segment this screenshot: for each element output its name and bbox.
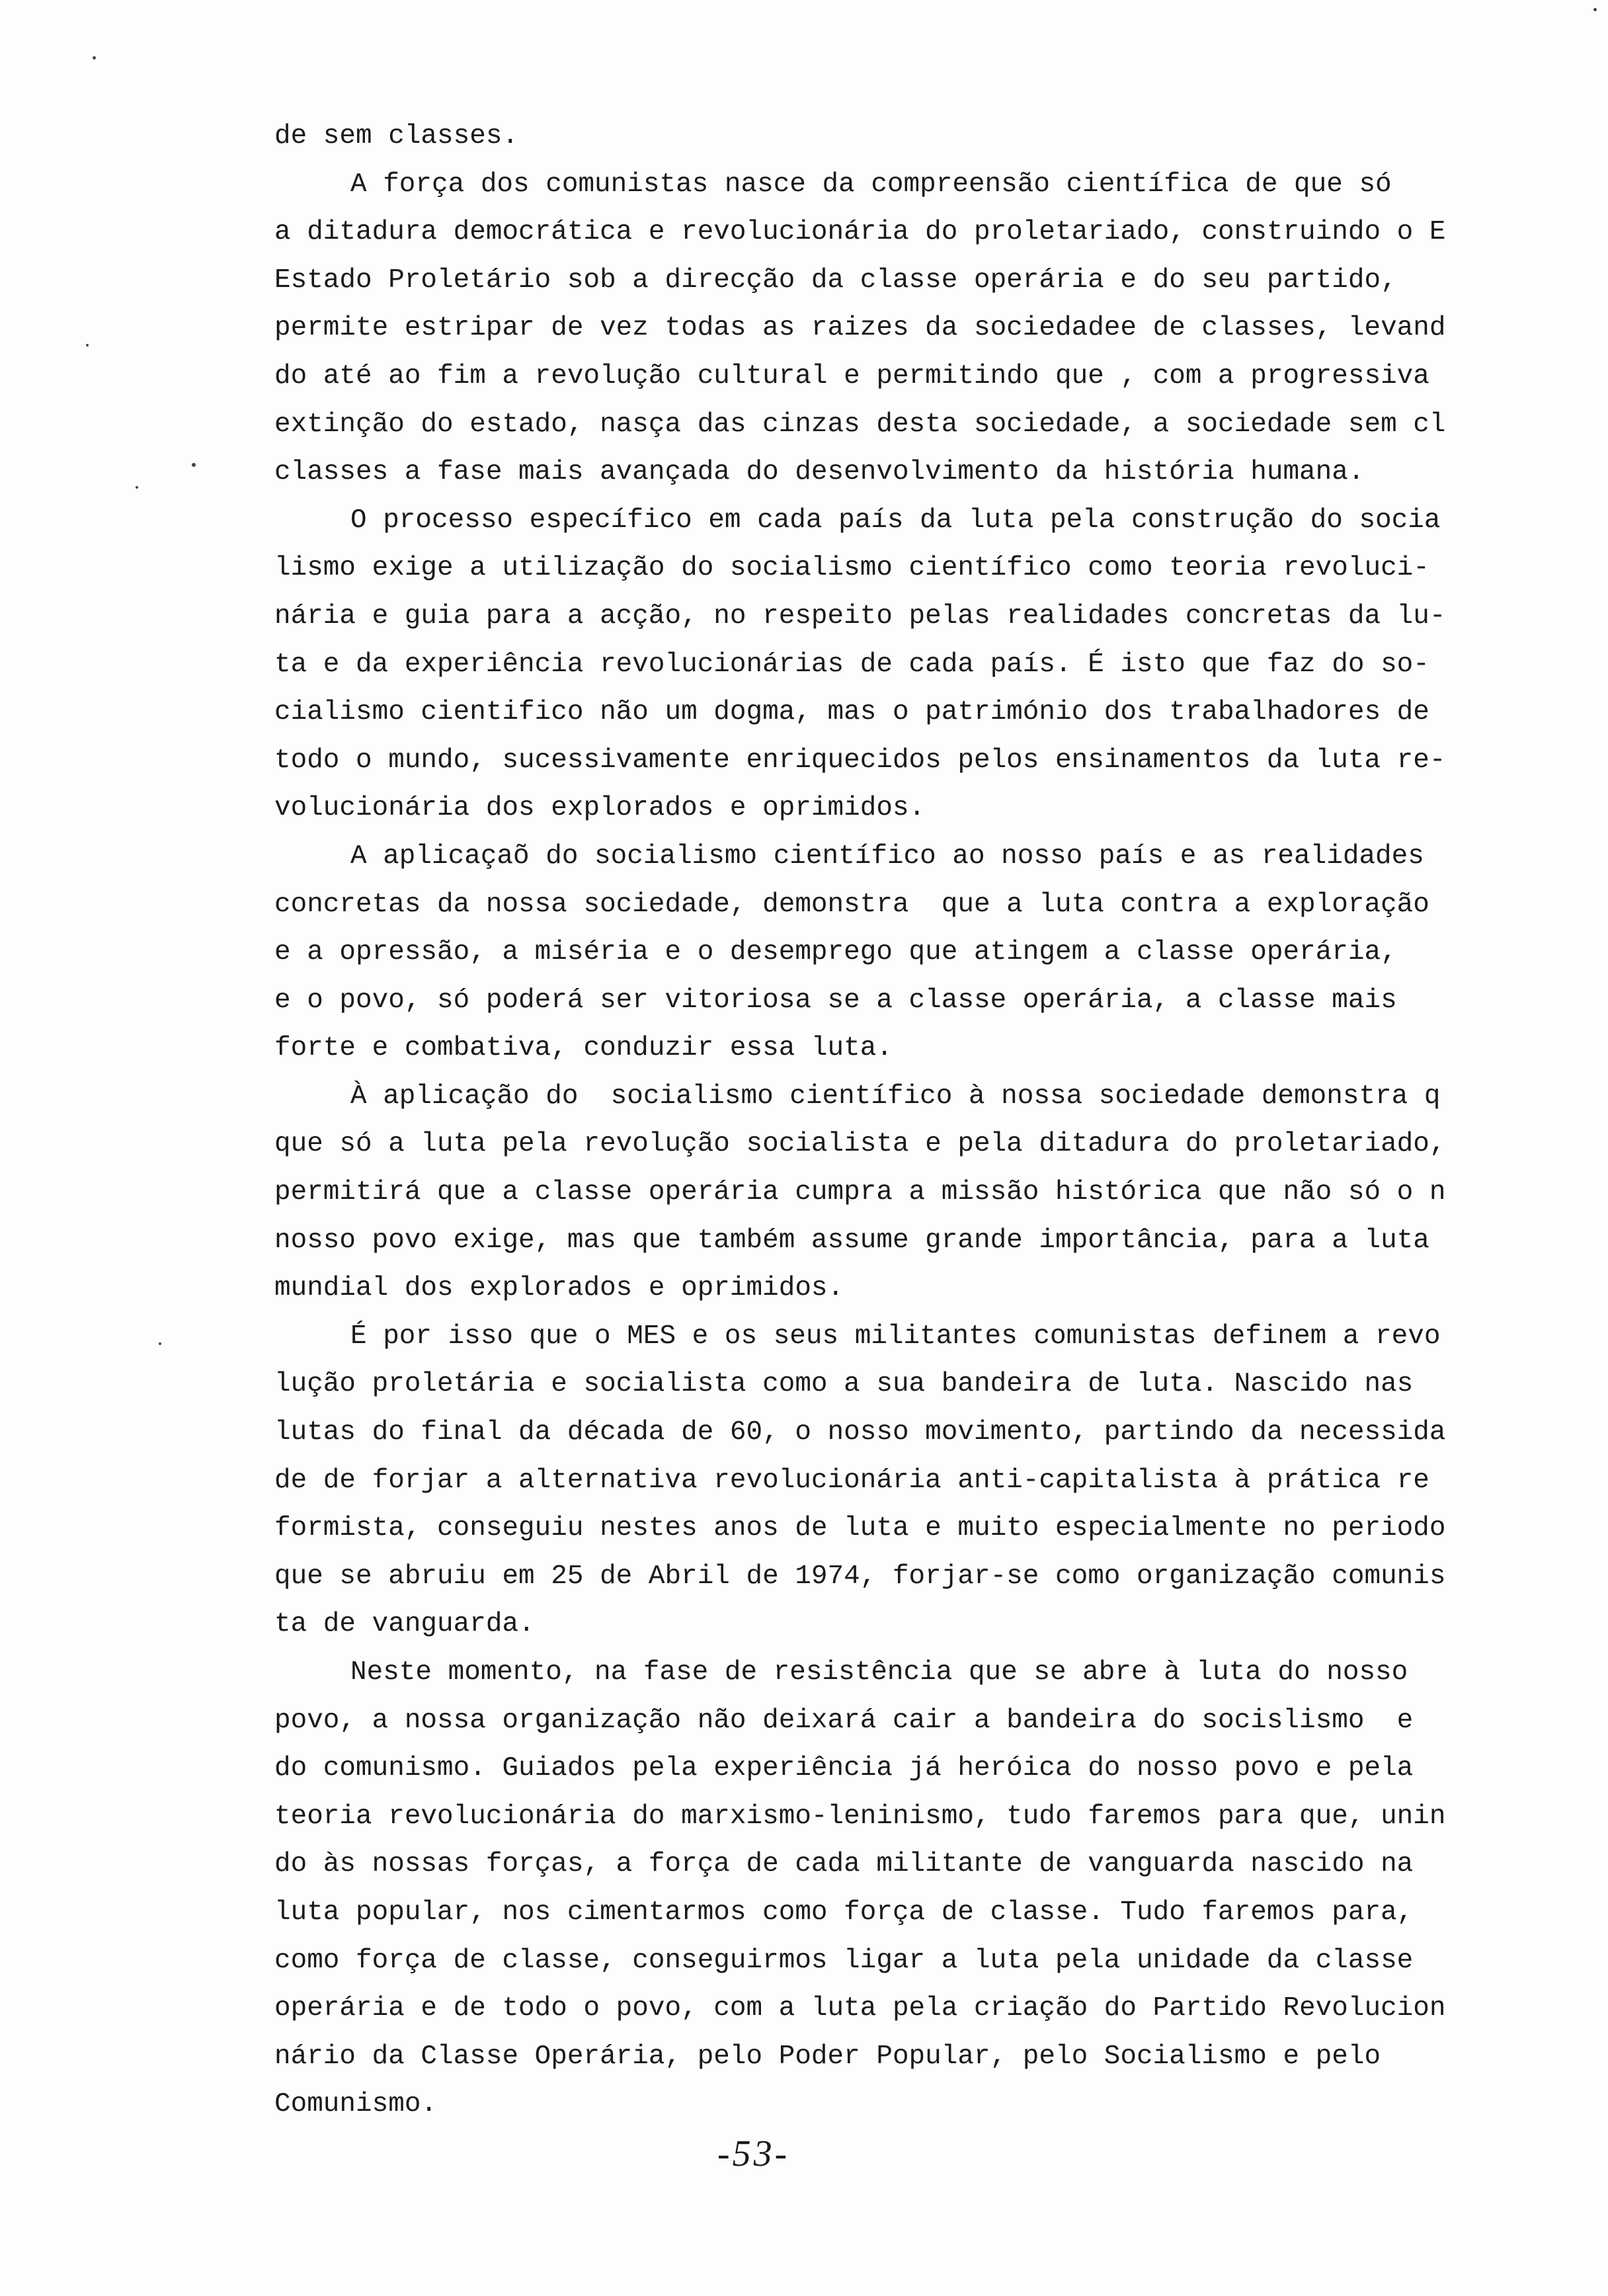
text-line: classes a fase mais avançada do desenvolvimento da história humana.: [274, 457, 1365, 488]
text-line: nária e guia para a acção, no respeito pelas realidades concretas da lu-: [274, 600, 1446, 632]
text-line: do comunismo. Guiados pela experiência já heróica do nosso povo e pela: [274, 1753, 1414, 1784]
text-line: À aplicação do socialismo científico à nossa sociedade demonstra q: [350, 1081, 1441, 1112]
text-line: a ditadura democrática e revolucionária do proletariado, construindo o E: [274, 217, 1446, 248]
text-line: permite estripar de vez todas as raizes da sociedadee de classes, levand: [274, 313, 1446, 344]
body-text: [274, 112, 1511, 2129]
text-line: do até ao fim a revolução cultural e permitindo que , com a progressiva: [274, 360, 1429, 391]
text-line: operária e de todo o povo, com a luta pela criação do Partido Revolucion: [274, 1993, 1446, 2024]
text-line: que se abruiu em 25 de Abril de 1974, forjar-se como organização comunis: [274, 1561, 1446, 1592]
text-line: É por isso que o MES e os seus militantes comunistas definem a revo: [350, 1321, 1441, 1352]
text-line: A força dos comunistas nasce da compreensão científica de que só: [350, 169, 1392, 200]
text-line: teoria revolucionária do marxismo-leninismo, tudo faremos para que, unin: [274, 1801, 1446, 1832]
text-line: O processo específico em cada país da luta pela construção do socia: [350, 505, 1441, 536]
text-line: lução proletária e socialista como a sua bandeira de luta. Nascido nas: [274, 1369, 1414, 1400]
text-line: mundial dos explorados e oprimidos.: [274, 1273, 844, 1304]
text-line: todo o mundo, sucessivamente enriquecidos pelos ensinamentos da luta re-: [274, 745, 1446, 776]
text-line: de sem classes.: [274, 121, 519, 151]
page-number: -53-: [717, 2133, 790, 2174]
scan-speck: [86, 344, 89, 347]
text-line: de de forjar a alternativa revolucionária anti-capitalista à prática re: [274, 1465, 1429, 1496]
text-line: ta de vanguarda.: [274, 1609, 535, 1640]
text-line: nário da Classe Operária, pelo Poder Popular, pelo Socialismo e pelo: [274, 2041, 1381, 2072]
text-line: nosso povo exige, mas que também assume grande importância, para a luta: [274, 1225, 1429, 1256]
text-line: ta e da experiência revolucionárias de cada país. É isto que faz do so-: [274, 649, 1429, 680]
text-line: forte e combativa, conduzir essa luta.: [274, 1033, 893, 1064]
text-line: e o povo, só poderá ser vitoriosa se a classe operária, a classe mais: [274, 985, 1397, 1016]
scan-speck: [159, 1342, 161, 1345]
text-line: Comunismo.: [274, 2089, 438, 2120]
text-line: concretas da nossa sociedade, demonstra que a luta contra a exploração: [274, 889, 1429, 920]
text-line: que só a luta pela revolução socialista e pela ditadura do proletariado,: [274, 1129, 1446, 1160]
text-line: povo, a nossa organização não deixará cair a bandeira do socislismo e: [274, 1705, 1414, 1736]
scan-speck: [136, 486, 138, 489]
text-line: do às nossas forças, a força de cada militante de vanguarda nascido na: [274, 1849, 1414, 1880]
text-line: A aplicaçaõ do socialismo científico ao nosso país e as realidades: [350, 840, 1424, 872]
text-line: lutas do final da década de 60, o nosso movimento, partindo da necessida: [274, 1417, 1446, 1448]
text-line: Neste momento, na fase de resistência que se abre à luta do nosso: [350, 1657, 1408, 1688]
text-line: Estado Proletário sob a direcção da classe operária e do seu partido,: [274, 265, 1397, 296]
text-line: volucionária dos explorados e oprimidos.: [274, 793, 926, 824]
scan-speck: [1593, 8, 1597, 11]
text-line: lismo exige a utilização do socialismo científico como teoria revoluci-: [274, 553, 1429, 584]
scan-speck: [192, 463, 196, 467]
text-line: como força de classe, conseguirmos ligar a luta pela unidade da classe: [274, 1945, 1414, 1976]
text-line: formista, conseguiu nestes anos de luta e muito especialmente no periodo: [274, 1513, 1446, 1544]
text-line: extinção do estado, nasça das cinzas desta sociedade, a sociedade sem cl: [274, 409, 1446, 440]
text-line: cialismo cientifico não um dogma, mas o património dos trabalhadores de: [274, 697, 1429, 728]
scan-speck: [93, 56, 96, 60]
text-line: permitirá que a classe operária cumpra a missão histórica que não só o n: [274, 1177, 1446, 1208]
text-line: luta popular, nos cimentarmos como força de classe. Tudo faremos para,: [274, 1897, 1414, 1928]
text-line: e a opressão, a miséria e o desemprego que atingem a classe operária,: [274, 937, 1397, 968]
